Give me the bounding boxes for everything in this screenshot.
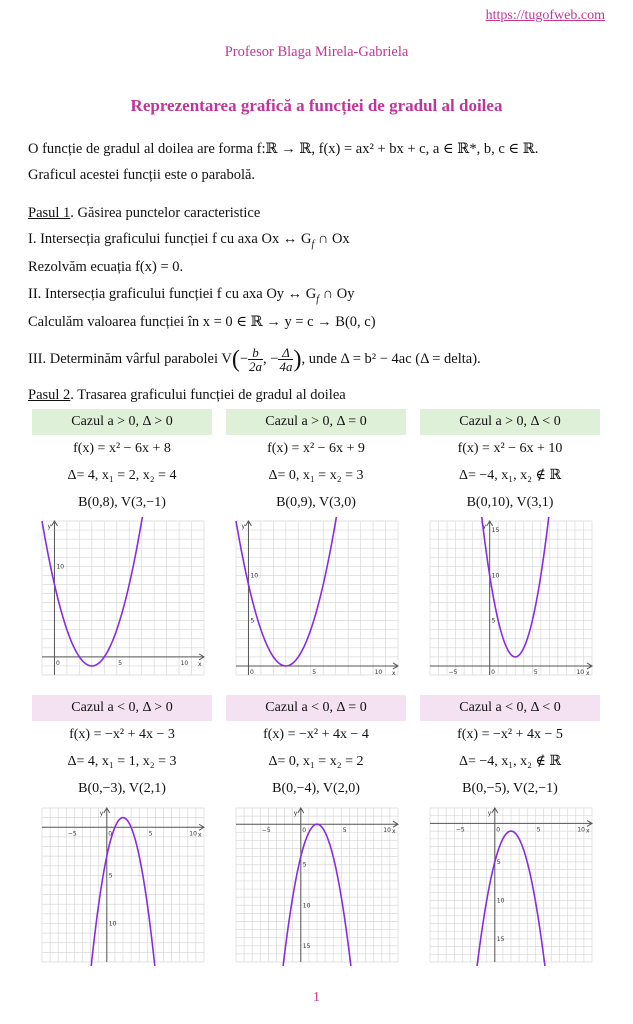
case-function: f(x) = −x² + 4x − 3 bbox=[69, 727, 175, 742]
x-tick-label: 10 bbox=[180, 659, 189, 667]
step1-calc: Calculăm valoarea funcției în x = 0 ∈ ℝ → y = c → B(0, c) bbox=[28, 314, 376, 330]
y-tick-label: 10 bbox=[56, 563, 65, 571]
graph-5-svg bbox=[232, 804, 402, 966]
fraction-delta-4a bbox=[278, 346, 293, 373]
step1-label: Pasul 1 bbox=[28, 205, 71, 221]
y-tick-label: 10 bbox=[108, 920, 117, 928]
case-roots: Δ= 0, x₁ = x₂ = 3 bbox=[268, 468, 364, 483]
x-tick-label: 10 bbox=[576, 668, 585, 676]
step2-text: . Trasarea graficului funcției de gradul al doilea bbox=[70, 387, 346, 403]
case-points: B(0,9), V(3,0) bbox=[276, 495, 356, 510]
case-function: f(x) = x² − 6x + 8 bbox=[73, 441, 171, 456]
graph-2-svg bbox=[232, 517, 402, 679]
step1-ii-sub: f bbox=[316, 293, 320, 305]
grid bbox=[42, 808, 204, 962]
grid bbox=[430, 521, 592, 675]
x-tick-label: 0 bbox=[491, 668, 496, 676]
step1-ii-tail: ∩ Oy bbox=[319, 286, 355, 302]
y-tick-label: 5 bbox=[108, 872, 113, 880]
x-tick-label: 0 bbox=[108, 830, 113, 838]
case-header: Cazul a > 0, Δ > 0 bbox=[32, 409, 212, 435]
step1-i-tail: ∩ Ox bbox=[314, 231, 350, 247]
x-tick-label: 5 bbox=[148, 830, 153, 838]
case-header: Cazul a < 0, Δ < 0 bbox=[420, 695, 600, 721]
x-axis-label: x bbox=[198, 831, 202, 839]
x-tick-label: 0 bbox=[249, 668, 254, 676]
case-header: Cazul a < 0, Δ > 0 bbox=[32, 695, 212, 721]
frac2-den: 4a bbox=[279, 359, 293, 375]
x-tick-label: 0 bbox=[302, 827, 307, 835]
y-tick-label: 5 bbox=[302, 861, 307, 869]
x-tick-label: 5 bbox=[342, 827, 347, 835]
step1-ii-text: II. Intersecția graficului funcției f cu axa Oy ↔ G bbox=[28, 286, 317, 302]
y-tick-label: 10 bbox=[496, 897, 505, 905]
grid bbox=[236, 808, 398, 962]
x-tick-label: 5 bbox=[536, 826, 541, 834]
step1-item-i bbox=[28, 230, 609, 254]
graph-1 bbox=[38, 517, 208, 679]
intro-line-2: Graficul acestei funcții este o parabolă. bbox=[28, 167, 256, 183]
step1-text: . Găsirea punctelor caracteristice bbox=[70, 205, 261, 221]
x-axis-label: x bbox=[198, 660, 202, 668]
author-name: Profesor Blaga Mirela-Gabriela bbox=[224, 44, 409, 60]
step1-heading bbox=[28, 204, 609, 222]
case-points: B(0,−3), V(2,1) bbox=[78, 781, 166, 796]
graph-1-svg bbox=[38, 517, 208, 679]
step1-i-text: I. Intersecția graficului funcției f cu axa Ox ↔ G bbox=[28, 231, 312, 247]
x-tick-label: −5 bbox=[261, 827, 271, 835]
x-tick-label: 10 bbox=[189, 830, 197, 838]
x-tick-label: 5 bbox=[312, 668, 317, 676]
graph-3-svg bbox=[426, 517, 596, 679]
case-points: B(0,8), V(3,−1) bbox=[78, 495, 166, 510]
case-header: Cazul a > 0, Δ < 0 bbox=[420, 409, 600, 435]
grid bbox=[42, 521, 204, 675]
x-tick-label: 10 bbox=[374, 668, 383, 676]
y-axis-label: y bbox=[47, 523, 52, 530]
x-tick-label: −5 bbox=[455, 826, 465, 834]
y-tick-label: 5 bbox=[496, 858, 501, 866]
step1-iii-tail: , unde Δ = b² − 4ac (Δ = delta). bbox=[301, 351, 481, 367]
x-tick-label: −5 bbox=[67, 830, 77, 838]
website-link[interactable]: https://tugofweb.com bbox=[485, 8, 605, 23]
x-tick-label: −5 bbox=[448, 668, 458, 676]
step1-solve: Rezolvăm ecuația f(x) = 0. bbox=[28, 259, 184, 275]
case-5 bbox=[226, 695, 406, 802]
y-axis-label: y bbox=[293, 810, 298, 817]
graph-6-svg bbox=[426, 804, 596, 966]
x-axis-label: x bbox=[586, 669, 590, 677]
y-tick-label: 15 bbox=[491, 527, 500, 535]
case-function: f(x) = x² − 6x + 10 bbox=[457, 441, 563, 456]
graph-6 bbox=[426, 804, 596, 966]
case-6 bbox=[420, 695, 600, 802]
case-points: B(0,10), V(3,1) bbox=[466, 495, 554, 510]
x-tick-label: 10 bbox=[577, 826, 585, 834]
case-4 bbox=[32, 695, 212, 802]
y-tick-label: 10 bbox=[491, 572, 500, 580]
paren-open: ( bbox=[231, 346, 240, 373]
y-tick-label: 15 bbox=[496, 935, 505, 943]
case-points: B(0,−4), V(2,0) bbox=[272, 781, 360, 796]
y-tick-label: 5 bbox=[250, 617, 255, 625]
frac1-den: 2a bbox=[249, 359, 263, 375]
graph-4-svg bbox=[38, 804, 208, 966]
case-2 bbox=[226, 409, 406, 516]
step1-item-ii bbox=[28, 285, 609, 309]
y-axis-label: y bbox=[487, 810, 492, 817]
case-roots: Δ= −4, x₁, x₂ ∉ ℝ bbox=[458, 754, 562, 769]
case-roots: Δ= 4, x₁ = 1, x₂ = 3 bbox=[67, 754, 177, 769]
case-function: f(x) = x² − 6x + 9 bbox=[267, 441, 365, 456]
frac1-num: b bbox=[248, 346, 263, 360]
graph-2 bbox=[232, 517, 402, 679]
case-1 bbox=[32, 409, 212, 516]
grid bbox=[236, 521, 398, 675]
page-title: Reprezentarea grafică a funcției de gradul al doilea bbox=[130, 96, 503, 115]
graph-4 bbox=[38, 804, 208, 966]
step2-heading bbox=[28, 386, 609, 404]
case-3 bbox=[420, 409, 600, 516]
case-roots: Δ= 0, x₁ = x₂ = 2 bbox=[268, 754, 364, 769]
intro-line-1: O funcție de gradul al doilea are forma f:ℝ → ℝ, f(x) = ax² + bx + c, a ∈ ℝ*, b, c ∈ ℝ. bbox=[28, 141, 539, 157]
case-header: Cazul a < 0, Δ = 0 bbox=[226, 695, 406, 721]
x-tick-label: 5 bbox=[533, 668, 538, 676]
step2-label: Pasul 2 bbox=[28, 387, 71, 403]
frac2-num: Δ bbox=[278, 346, 293, 360]
x-axis-label: x bbox=[586, 827, 590, 835]
step1-i-sub: f bbox=[311, 238, 315, 250]
y-tick-label: 5 bbox=[491, 617, 496, 625]
case-function: f(x) = −x² + 4x − 4 bbox=[263, 727, 369, 742]
x-tick-label: 10 bbox=[383, 827, 391, 835]
y-tick-label: 10 bbox=[250, 572, 259, 580]
y-axis-label: y bbox=[482, 523, 487, 530]
x-tick-label: 5 bbox=[118, 659, 123, 667]
case-points: B(0,−5), V(2,−1) bbox=[462, 781, 558, 796]
case-roots: Δ= 4, x₁ = 2, x₂ = 4 bbox=[67, 468, 177, 483]
case-roots: Δ= −4, x₁, x₂ ∉ ℝ bbox=[458, 468, 562, 483]
x-tick-label: 0 bbox=[496, 826, 501, 834]
y-tick-label: 15 bbox=[302, 942, 311, 950]
paren-close: ) bbox=[293, 346, 302, 373]
x-axis-label: x bbox=[392, 669, 396, 677]
y-axis-label: y bbox=[241, 523, 246, 530]
page-number: 1 bbox=[313, 990, 320, 1005]
case-header: Cazul a > 0, Δ = 0 bbox=[226, 409, 406, 435]
x-tick-label: 0 bbox=[55, 659, 60, 667]
fraction-b-2a bbox=[248, 346, 263, 373]
y-axis-label: y bbox=[99, 810, 104, 817]
y-tick-label: 10 bbox=[302, 902, 311, 910]
case-function: f(x) = −x² + 4x − 5 bbox=[457, 727, 563, 742]
graph-3 bbox=[426, 517, 596, 679]
graph-5 bbox=[232, 804, 402, 966]
step1-item-iii: III. Determinăm vârful parabolei V(− $\frac{b}{2a}$ , − $\frac{\Delta}{4a}$ ), unde Δ = b² − 4ac (Δ = delta). bbox=[28, 345, 481, 375]
x-axis-label: x bbox=[392, 828, 396, 836]
step1-iii-text: III. Determinăm vârful parabolei V bbox=[28, 351, 232, 367]
